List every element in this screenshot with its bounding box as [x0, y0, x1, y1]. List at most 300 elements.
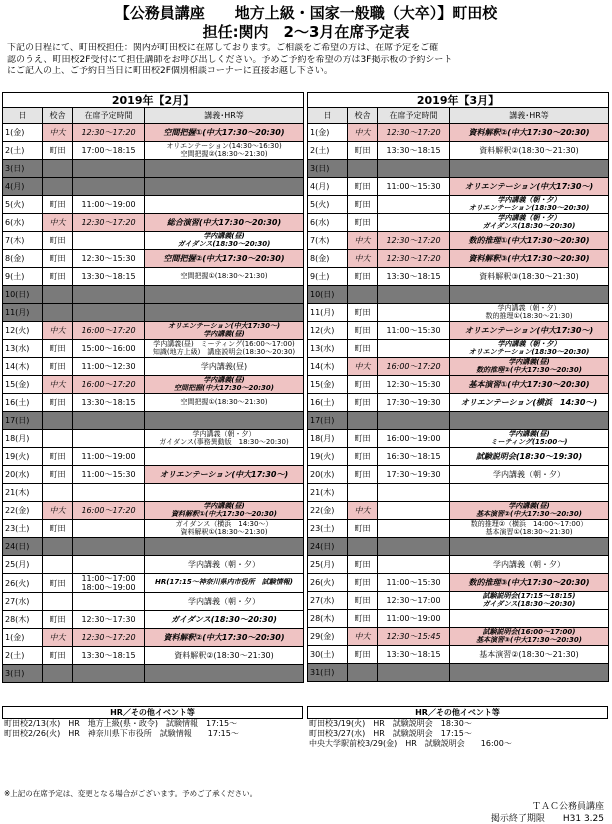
day-cell: 19(火) — [308, 448, 348, 466]
day-cell: 18(月) — [3, 430, 43, 448]
time-cell: 11:00～17:00 18:00～19:00 — [73, 574, 145, 593]
events-header: HR／その他イベント等 — [2, 706, 303, 719]
lecture-cell: 試験説明会(16:00～17:00) 基本演習③(中大17:30～20:30) — [450, 628, 609, 646]
school-cell: 中大 — [348, 502, 378, 520]
calendar-march — [307, 92, 609, 682]
school-cell: 町田 — [348, 268, 378, 286]
schedule-row — [3, 647, 304, 665]
day-cell: 13(水) — [3, 340, 43, 358]
day-cell: 10(日) — [308, 286, 348, 304]
lecture-cell: 資料解釈③(18:30～21:30) — [450, 268, 609, 286]
lecture-cell: 資料解釈②(中大17:30～20:30) — [450, 124, 609, 142]
school-cell: 町田 — [348, 304, 378, 322]
day-cell: 28(木) — [3, 611, 43, 629]
day-cell: 26(火) — [308, 574, 348, 592]
intro-line: 下記の日程にて、町田校担任：関内が町田校に在席しております。ご相談をご希望の方は、在席予定をご確 — [7, 43, 439, 53]
day-cell: 2(土) — [308, 142, 348, 160]
day-cell: 9(土) — [308, 268, 348, 286]
schedule-row — [308, 268, 609, 286]
intro-line: 認のうえ、町田校2F受付にて担任講師をお呼び出しください。予めご予約を希望の方は3F掲示板の予約シート — [7, 54, 453, 65]
col-header-lecture: 講義･HR等 — [145, 108, 304, 124]
day-cell: 20(水) — [3, 466, 43, 484]
lecture-cell — [450, 664, 609, 682]
time-cell: 17:00～18:15 — [73, 142, 145, 160]
footer-expiry: 掲示終了期限 H31 3.25 — [490, 814, 604, 824]
schedule-row — [3, 286, 304, 304]
schedule-row — [308, 178, 609, 196]
schedule-row — [308, 214, 609, 232]
day-cell: 22(金) — [308, 502, 348, 520]
school-cell: 町田 — [348, 376, 378, 394]
intro-text — [7, 43, 607, 78]
lecture-cell — [450, 538, 609, 556]
events-left — [2, 706, 303, 739]
schedule-row — [308, 394, 609, 412]
lecture-cell — [145, 160, 304, 178]
day-cell: 22(金) — [3, 502, 43, 520]
schedule-row — [3, 448, 304, 466]
schedule-row — [3, 340, 304, 358]
time-cell — [378, 214, 450, 232]
schedule-row — [308, 592, 609, 610]
day-cell: 8(金) — [3, 250, 43, 268]
day-cell: 2(土) — [3, 647, 43, 665]
time-cell: 11:00～19:00 — [73, 196, 145, 214]
schedule-row — [3, 394, 304, 412]
disclaimer-note: ※上記の在席予定は、変更となる場合がございます。予めご了承ください。 — [4, 789, 258, 798]
school-cell — [43, 412, 73, 430]
lecture-cell — [450, 286, 609, 304]
school-cell: 町田 — [348, 592, 378, 610]
school-cell — [348, 160, 378, 178]
time-cell — [378, 502, 450, 520]
event-item: 中央大学駅前校3/29(金) HR 試験説明会 16:00～ — [309, 739, 512, 748]
lecture-cell: 空間把握②(中大17:30～20:30) — [145, 250, 304, 268]
month-header: 2019年【3月】 — [308, 93, 609, 108]
day-cell: 10(日) — [3, 286, 43, 304]
time-cell — [73, 232, 145, 250]
school-cell: 町田 — [348, 574, 378, 592]
lecture-cell: 空間把握①(中大17:30～20:30) — [145, 124, 304, 142]
event-item: 町田校2/26(火) HR 神奈川県下市役所 試験情報 17:15～ — [4, 729, 239, 738]
col-header-time: 在席予定時間 — [73, 108, 145, 124]
day-cell: 19(火) — [3, 448, 43, 466]
event-item: 町田校3/27(水) HR 試験説明会 17:15～ — [309, 729, 472, 738]
lecture-cell — [450, 412, 609, 430]
day-cell: 3(日) — [3, 160, 43, 178]
lecture-cell: ガイダンス（横浜 14:30～） 資料解釈①(18:30～21:30) — [145, 520, 304, 538]
school-cell: 中大 — [348, 628, 378, 646]
day-cell: 31(日) — [308, 664, 348, 682]
schedule-row — [3, 358, 304, 376]
time-cell: 13:30～18:15 — [378, 142, 450, 160]
calendar-february — [2, 92, 304, 683]
schedule-row — [308, 520, 609, 538]
time-cell: 12:30～17:20 — [378, 250, 450, 268]
lecture-cell: オリエンテーション(横浜 14:30～) — [450, 394, 609, 412]
lecture-cell: 学内講義(昼) ミーティング(16:00～17:00) 知識(地方上級) 講座説明会(18:30～20:30) — [145, 340, 304, 358]
school-cell: 町田 — [43, 466, 73, 484]
lecture-cell: 学内講義(昼) 基本演習②(中大17:30～20:30) — [450, 502, 609, 520]
time-cell — [378, 304, 450, 322]
time-cell — [73, 665, 145, 683]
school-cell: 中大 — [348, 232, 378, 250]
lecture-cell: 空間把握①(18:30～21:30) — [145, 394, 304, 412]
schedule-row — [3, 611, 304, 629]
schedule-row — [3, 538, 304, 556]
lecture-cell: オリエンテーション(14:30～16:30) 空間把握②(18:30～21:30) — [145, 142, 304, 160]
col-header-lecture: 講義･HR等 — [450, 108, 609, 124]
time-cell — [378, 520, 450, 538]
schedule-row — [3, 574, 304, 593]
school-cell: 町田 — [348, 520, 378, 538]
day-cell: 7(木) — [3, 232, 43, 250]
events-header: HR／その他イベント等 — [307, 706, 608, 719]
time-cell: 11:00～19:00 — [378, 610, 450, 628]
col-header-day: 日 — [3, 108, 43, 124]
school-cell: 町田 — [348, 196, 378, 214]
schedule-row — [3, 502, 304, 520]
lecture-cell: 学内講義（朝・夕） ガイダンス(事務異動版 18:30～20:30) — [145, 430, 304, 448]
school-cell — [43, 484, 73, 502]
lecture-cell: 総合演習(中大17:30～20:30) — [145, 214, 304, 232]
schedule-row — [308, 196, 609, 214]
school-cell — [43, 665, 73, 683]
col-header-school: 校舎 — [348, 108, 378, 124]
time-cell: 12:30～15:45 — [378, 628, 450, 646]
time-cell — [73, 430, 145, 448]
time-cell: 16:00～17:20 — [73, 502, 145, 520]
lecture-cell — [450, 160, 609, 178]
school-cell: 町田 — [43, 448, 73, 466]
day-cell: 25(月) — [308, 556, 348, 574]
time-cell: 11:00～15:30 — [73, 466, 145, 484]
school-cell: 町田 — [348, 340, 378, 358]
lecture-cell: HR(17:15～神奈川県内市役所 試験情報) — [145, 574, 304, 593]
schedule-row — [308, 124, 609, 142]
lecture-cell: 資料解釈②(中大17:30～20:30) — [145, 629, 304, 647]
lecture-cell: 学内講義（朝・夕） オリエンテーション(18:30～20:30) — [450, 196, 609, 214]
schedule-row — [308, 610, 609, 628]
time-cell: 13:30～18:15 — [73, 647, 145, 665]
school-cell — [43, 430, 73, 448]
time-cell — [378, 484, 450, 502]
lecture-cell: 学内講義（朝・夕） — [450, 556, 609, 574]
school-cell: 町田 — [43, 268, 73, 286]
schedule-row — [3, 250, 304, 268]
day-cell: 21(木) — [3, 484, 43, 502]
time-cell — [73, 484, 145, 502]
time-cell — [73, 286, 145, 304]
lecture-cell: 学内講義（朝・夕） — [145, 593, 304, 611]
col-header-time: 在席予定時間 — [378, 108, 450, 124]
lecture-cell — [145, 196, 304, 214]
school-cell: 町田 — [43, 250, 73, 268]
day-cell: 16(土) — [308, 394, 348, 412]
lecture-cell: 資料解釈③(中大17:30～20:30) — [450, 250, 609, 268]
school-cell: 町田 — [348, 448, 378, 466]
time-cell: 17:30～19:30 — [378, 466, 450, 484]
schedule-row — [308, 484, 609, 502]
school-cell: 町田 — [348, 214, 378, 232]
school-cell: 中大 — [43, 322, 73, 340]
day-cell: 1(金) — [3, 629, 43, 647]
month-header: 2019年【2月】 — [3, 93, 304, 108]
day-cell: 7(木) — [308, 232, 348, 250]
schedule-row — [3, 268, 304, 286]
school-cell: 中大 — [43, 629, 73, 647]
time-cell — [73, 556, 145, 574]
school-cell: 中大 — [43, 124, 73, 142]
school-cell: 中大 — [43, 214, 73, 232]
time-cell: 13:30～18:15 — [73, 268, 145, 286]
day-cell: 12(火) — [308, 322, 348, 340]
schedule-row — [3, 142, 304, 160]
lecture-cell: 学内講義（朝・夕） — [450, 466, 609, 484]
school-cell: 町田 — [348, 394, 378, 412]
page-title: 【公務員講座 地方上級・国家一般職（大卒）】町田校 — [114, 4, 498, 22]
school-cell: 町田 — [348, 646, 378, 664]
day-cell: 13(水) — [308, 340, 348, 358]
col-header-school: 校舎 — [43, 108, 73, 124]
time-cell — [73, 160, 145, 178]
day-cell: 1(金) — [3, 124, 43, 142]
lecture-cell: 学内講義(昼) — [145, 358, 304, 376]
time-cell: 15:00～16:00 — [73, 340, 145, 358]
day-cell: 1(金) — [308, 124, 348, 142]
schedule-row — [308, 538, 609, 556]
schedule-row — [3, 556, 304, 574]
time-cell: 12:30～17:30 — [73, 611, 145, 629]
schedule-row — [3, 665, 304, 683]
school-cell — [43, 286, 73, 304]
schedule-row — [3, 412, 304, 430]
school-cell — [43, 304, 73, 322]
day-cell: 6(水) — [3, 214, 43, 232]
lecture-cell: 学内講義(昼) 空間把握(中大17:30～20:30) — [145, 376, 304, 394]
footer-org: ＴＡＣ公務員講座 — [531, 802, 604, 812]
school-cell — [348, 664, 378, 682]
schedule-row — [3, 430, 304, 448]
schedule-row — [308, 358, 609, 376]
lecture-cell: 学内講義（朝・夕） ガイダンス(18:30～20:30) — [450, 214, 609, 232]
time-cell: 13:30～18:15 — [378, 646, 450, 664]
day-cell: 12(火) — [3, 322, 43, 340]
lecture-cell: オリエンテーション(中大17:30～) — [450, 178, 609, 196]
lecture-cell: 試験説明会(18:30～19:30) — [450, 448, 609, 466]
day-cell: 3(日) — [3, 665, 43, 683]
lecture-cell — [450, 484, 609, 502]
time-cell — [378, 160, 450, 178]
day-cell: 25(月) — [3, 556, 43, 574]
day-cell: 27(水) — [308, 592, 348, 610]
school-cell: 中大 — [348, 250, 378, 268]
school-cell: 町田 — [348, 610, 378, 628]
lecture-cell — [145, 178, 304, 196]
intro-line: にご記入の上、ご予約日当日に町田校2F個別相談コーナーに直接お越し下さい。 — [7, 66, 333, 76]
time-cell: 12:30～17:00 — [378, 592, 450, 610]
day-cell: 14(木) — [308, 358, 348, 376]
time-cell — [378, 556, 450, 574]
time-cell: 12:30～17:20 — [73, 124, 145, 142]
day-cell: 17(日) — [308, 412, 348, 430]
school-cell: 町田 — [348, 178, 378, 196]
event-item: 町田校3/19(火) HR 試験説明会 18:30～ — [309, 719, 472, 728]
schedule-row — [308, 142, 609, 160]
schedule-row — [3, 160, 304, 178]
day-cell: 24(日) — [3, 538, 43, 556]
schedule-row — [308, 556, 609, 574]
lecture-cell — [145, 448, 304, 466]
time-cell — [378, 538, 450, 556]
schedule-row — [3, 484, 304, 502]
schedule-row — [3, 196, 304, 214]
schedule-row — [308, 304, 609, 322]
day-cell: 8(金) — [308, 250, 348, 268]
school-cell: 中大 — [43, 502, 73, 520]
schedule-row — [308, 160, 609, 178]
lecture-cell: オリエンテーション(中大17:30～) — [145, 466, 304, 484]
day-cell: 15(金) — [3, 376, 43, 394]
schedule-row — [3, 466, 304, 484]
lecture-cell: オリエンテーション(中大17:30～) 学内講義(昼) — [145, 322, 304, 340]
schedule-row — [308, 664, 609, 682]
school-cell: 町田 — [348, 430, 378, 448]
day-cell: 6(水) — [308, 214, 348, 232]
lecture-cell: 学内講義(昼) 数的推理②(中大17:30～20:30) — [450, 358, 609, 376]
schedule-row — [308, 286, 609, 304]
school-cell — [43, 538, 73, 556]
time-cell — [73, 304, 145, 322]
event-item: 町田校2/13(水) HR 地方上級(県・政令) 試験情報 17:15～ — [4, 719, 238, 728]
time-cell: 12:30～17:20 — [73, 214, 145, 232]
time-cell: 16:00～17:20 — [73, 376, 145, 394]
time-cell: 12:30～17:20 — [378, 124, 450, 142]
events-right — [307, 706, 608, 749]
schedule-row — [308, 232, 609, 250]
time-cell: 11:00～15:30 — [378, 574, 450, 592]
school-cell — [43, 160, 73, 178]
lecture-cell — [450, 610, 609, 628]
lecture-cell — [145, 412, 304, 430]
school-cell: 中大 — [43, 376, 73, 394]
time-cell: 16:30～18:15 — [378, 448, 450, 466]
day-cell: 2(土) — [3, 142, 43, 160]
time-cell: 13:30～18:15 — [73, 394, 145, 412]
school-cell: 中大 — [348, 124, 378, 142]
school-cell — [348, 538, 378, 556]
time-cell: 12:30～15:30 — [73, 250, 145, 268]
school-cell: 町田 — [43, 232, 73, 250]
school-cell — [43, 593, 73, 611]
school-cell: 町田 — [43, 358, 73, 376]
lecture-cell: 数的推理③(中大17:30～20:30) — [450, 574, 609, 592]
day-cell: 18(月) — [308, 430, 348, 448]
lecture-cell: 学内講義（朝・夕） オリエンテーション(18:30～20:30) — [450, 340, 609, 358]
day-cell: 21(木) — [308, 484, 348, 502]
col-header-day: 日 — [308, 108, 348, 124]
time-cell: 11:00～19:00 — [73, 448, 145, 466]
lecture-cell: ガイダンス(18:30～20:30) — [145, 611, 304, 629]
lecture-cell: 基本演習①(中大17:30～20:30) — [450, 376, 609, 394]
school-cell — [43, 556, 73, 574]
day-cell: 20(水) — [308, 466, 348, 484]
schedule-row — [308, 502, 609, 520]
lecture-cell — [145, 286, 304, 304]
lecture-cell: 資料解釈②(18:30～21:30) — [450, 142, 609, 160]
schedule-row — [3, 178, 304, 196]
schedule-row — [3, 322, 304, 340]
day-cell: 29(金) — [308, 628, 348, 646]
schedule-row — [308, 250, 609, 268]
lecture-cell: 試験説明会(17:15～18:15) ガイダンス(18:30～20:30) — [450, 592, 609, 610]
day-cell: 4(月) — [3, 178, 43, 196]
day-cell: 11(月) — [308, 304, 348, 322]
schedule-row — [3, 214, 304, 232]
time-cell — [378, 412, 450, 430]
time-cell: 11:00～15:30 — [378, 322, 450, 340]
school-cell: 町田 — [43, 196, 73, 214]
school-cell — [348, 412, 378, 430]
schedule-row — [308, 340, 609, 358]
school-cell: 中大 — [348, 358, 378, 376]
school-cell: 町田 — [43, 142, 73, 160]
time-cell: 16:00～17:20 — [73, 322, 145, 340]
school-cell: 町田 — [43, 394, 73, 412]
day-cell: 23(土) — [3, 520, 43, 538]
schedule-row — [3, 629, 304, 647]
time-cell: 12:30～17:20 — [73, 629, 145, 647]
day-cell: 3(日) — [308, 160, 348, 178]
lecture-cell — [145, 538, 304, 556]
schedule-row — [3, 593, 304, 611]
time-cell: 16:00～17:20 — [378, 358, 450, 376]
day-cell: 4(月) — [308, 178, 348, 196]
schedule-row — [3, 304, 304, 322]
schedule-row — [308, 628, 609, 646]
schedule-row — [3, 124, 304, 142]
schedule-row — [308, 646, 609, 664]
lecture-cell: 数的推理②（横浜 14:00～17:00） 基本演習①(18:30～21:30) — [450, 520, 609, 538]
lecture-cell: 学内講義(昼) 資料解釈①(中大17:30～20:30) — [145, 502, 304, 520]
time-cell: 17:30～19:30 — [378, 394, 450, 412]
schedule-row — [308, 430, 609, 448]
schedule-row — [308, 574, 609, 592]
day-cell: 11(月) — [3, 304, 43, 322]
time-cell — [73, 593, 145, 611]
lecture-cell: 学内講義（朝・夕） — [145, 556, 304, 574]
time-cell — [73, 412, 145, 430]
day-cell: 15(金) — [308, 376, 348, 394]
page-subtitle: 担任:関内 2～3月在席予定表 — [202, 23, 410, 41]
schedule-row — [308, 376, 609, 394]
lecture-cell: 数的推理①(中大17:30～20:30) — [450, 232, 609, 250]
school-cell: 町田 — [43, 611, 73, 629]
time-cell — [73, 178, 145, 196]
day-cell: 5(火) — [308, 196, 348, 214]
schedule-row — [3, 520, 304, 538]
time-cell: 12:30～17:20 — [378, 232, 450, 250]
time-cell: 12:30～15:30 — [378, 376, 450, 394]
lecture-cell: 学内講義(昼) ミーティング(15:00～) — [450, 430, 609, 448]
lecture-cell: 学内講義(昼) ガイダンス(18:30～20:30) — [145, 232, 304, 250]
school-cell: 町田 — [348, 466, 378, 484]
day-cell: 9(土) — [3, 268, 43, 286]
school-cell — [348, 484, 378, 502]
schedule-row — [308, 466, 609, 484]
lecture-cell: 資料解釈②(18:30～21:30) — [145, 647, 304, 665]
school-cell: 町田 — [43, 574, 73, 593]
